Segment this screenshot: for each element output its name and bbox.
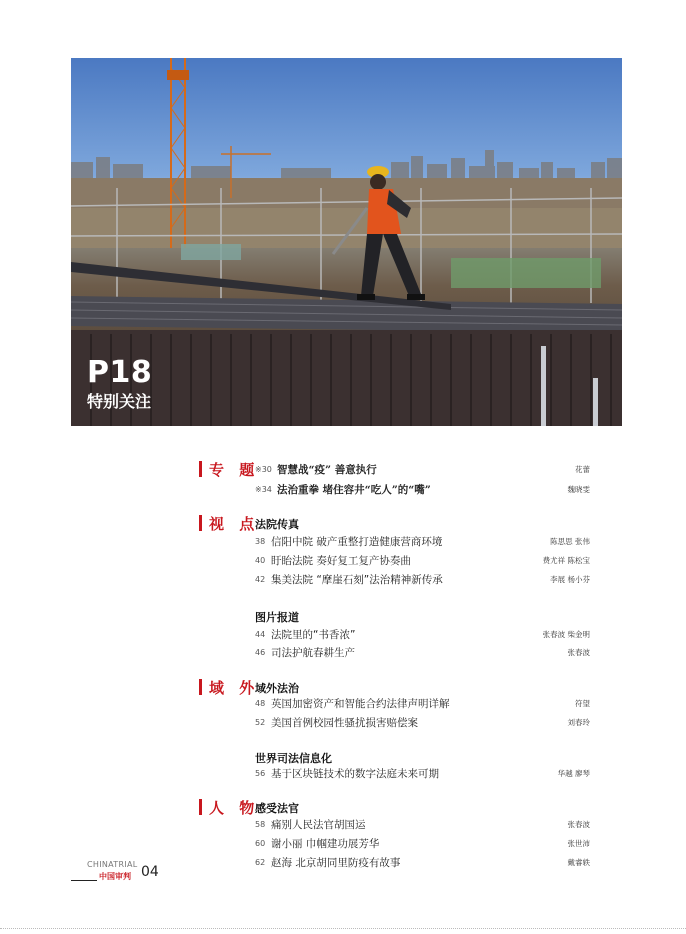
entry-author: 张春波 bbox=[567, 819, 590, 829]
entry-title: 基于区块链技术的数字法庭未来可期 bbox=[271, 767, 439, 780]
toc-entry[interactable] bbox=[255, 626, 590, 642]
entry-title: 法治重拳 堵住容井“吃人”的“嘴” bbox=[277, 483, 431, 496]
section-title: 域 外 bbox=[209, 678, 260, 697]
entry-page-number: 38 bbox=[255, 536, 266, 546]
entry-author: 华越 廖琴 bbox=[557, 768, 590, 778]
toc-entry[interactable] bbox=[255, 695, 590, 711]
entry-page-number: 52 bbox=[255, 717, 266, 727]
section-title: 专 题 bbox=[209, 460, 260, 479]
entry-title: 智慧战“疫” 善意执行 bbox=[277, 463, 377, 476]
feature-page-code: P18 bbox=[87, 355, 153, 390]
entry-title: 谢小丽 巾帼建功展芳华 bbox=[271, 837, 380, 850]
subsection-heading: 法院传真 bbox=[255, 518, 299, 531]
toc-entry[interactable] bbox=[255, 461, 590, 477]
entry-page-number: 46 bbox=[255, 647, 266, 657]
toc-entry[interactable] bbox=[255, 481, 590, 497]
entry-author: 花蕾 bbox=[575, 464, 590, 474]
section-title: 人 物 bbox=[209, 798, 260, 817]
page-footer bbox=[71, 860, 191, 890]
toc-entry[interactable] bbox=[255, 533, 590, 549]
entry-author: 李展 杨小芬 bbox=[550, 574, 590, 584]
subsection-heading: 图片报道 bbox=[255, 611, 299, 624]
entry-page-number: ※30 bbox=[255, 464, 272, 474]
entry-page-number: 40 bbox=[255, 555, 266, 565]
subsection-heading: 域外法治 bbox=[255, 682, 299, 695]
entry-author: 魏晓雯 bbox=[567, 484, 590, 494]
section-header-overseas bbox=[199, 677, 259, 697]
entry-page-number: 42 bbox=[255, 574, 266, 584]
entry-title: 集美法院 “摩崖石刻”法治精神新传承 bbox=[271, 573, 443, 586]
entry-page-number: ※34 bbox=[255, 484, 272, 494]
magazine-brand-cn: 中国审判 bbox=[99, 872, 131, 881]
toc-entry[interactable] bbox=[255, 571, 590, 587]
entry-title: 美国首例校园性骚扰损害赔偿案 bbox=[271, 716, 418, 729]
entry-author: 张春波 bbox=[567, 647, 590, 657]
entry-title: 英国加密资产和智能合约法律声明详解 bbox=[271, 697, 450, 710]
footer-rule bbox=[71, 880, 97, 881]
entry-page-number: 56 bbox=[255, 768, 266, 778]
entry-title: 司法护航春耕生产 bbox=[271, 646, 355, 659]
toc-entry[interactable] bbox=[255, 765, 590, 781]
entry-author: 张春波 柴金明 bbox=[542, 629, 590, 639]
section-title: 视 点 bbox=[209, 514, 260, 533]
magazine-brand-en: CHINATRIAL bbox=[87, 860, 138, 869]
entry-author: 符望 bbox=[575, 698, 590, 708]
section-header-special-topic bbox=[199, 459, 259, 479]
entry-page-number: 48 bbox=[255, 698, 266, 708]
entry-page-number: 60 bbox=[255, 838, 266, 848]
entry-page-number: 62 bbox=[255, 857, 266, 867]
toc-entry[interactable] bbox=[255, 816, 590, 832]
entry-title: 法院里的“书香浓” bbox=[271, 628, 356, 641]
entry-author: 张世沛 bbox=[567, 838, 590, 848]
toc-entry[interactable] bbox=[255, 552, 590, 568]
section-marker bbox=[199, 515, 202, 531]
toc-entry[interactable] bbox=[255, 644, 590, 660]
bottom-divider bbox=[0, 928, 686, 929]
section-header-viewpoint bbox=[199, 513, 259, 533]
page-number: 04 bbox=[141, 864, 159, 880]
entry-page-number: 44 bbox=[255, 629, 266, 639]
entry-title: 赵海 北京胡同里防疫有故事 bbox=[271, 856, 401, 869]
entry-author: 费尤祥 陈松宝 bbox=[542, 555, 590, 565]
toc-entry[interactable] bbox=[255, 714, 590, 730]
subsection-heading: 世界司法信息化 bbox=[255, 752, 332, 765]
feature-section-label: 特别关注 bbox=[87, 392, 152, 411]
entry-author: 刘春玲 bbox=[567, 717, 590, 727]
entry-page-number: 58 bbox=[255, 819, 266, 829]
entry-title: 痛别人民法官胡国运 bbox=[271, 818, 366, 831]
section-header-people bbox=[199, 797, 259, 817]
toc-entry[interactable] bbox=[255, 854, 590, 870]
entry-author: 戴睿轶 bbox=[567, 857, 590, 867]
entry-title: 盱眙法院 奏好复工复产协奏曲 bbox=[271, 554, 411, 567]
subsection-heading: 感受法官 bbox=[255, 802, 299, 815]
section-marker bbox=[199, 799, 202, 815]
entry-title: 信阳中院 破产重整打造健康营商环境 bbox=[271, 535, 443, 548]
entry-author: 陈思思 张伟 bbox=[550, 536, 590, 546]
construction-worker-photo bbox=[71, 58, 622, 426]
toc-entry[interactable] bbox=[255, 835, 590, 851]
section-marker bbox=[199, 461, 202, 477]
section-marker bbox=[199, 679, 202, 695]
cover-photo bbox=[71, 58, 622, 426]
